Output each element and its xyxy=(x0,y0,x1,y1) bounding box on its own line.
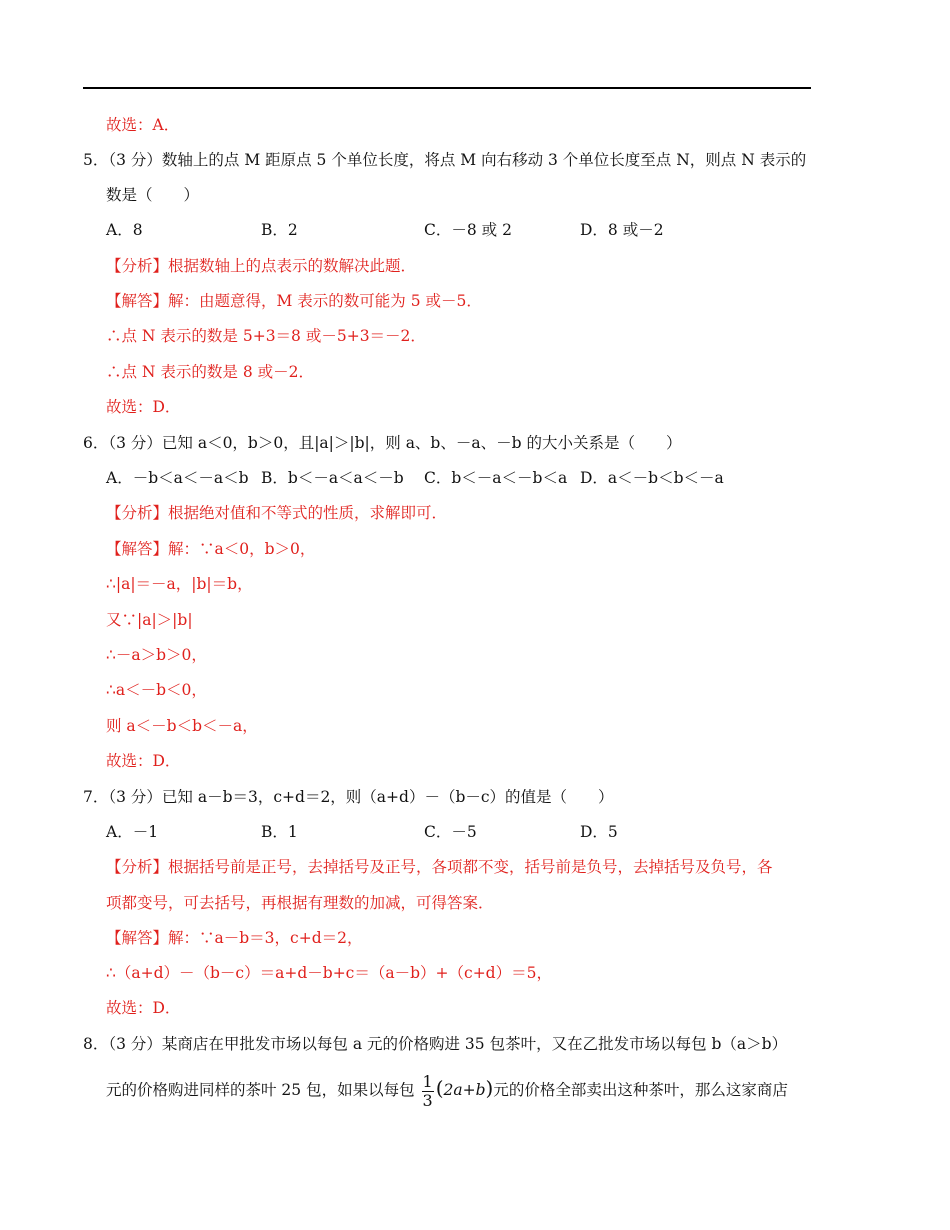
question-7-text: 7．（3 分）已知 a－b＝3，c+d＝2，则（a+d）－（b－c）的值是（ ） xyxy=(83,788,614,806)
option-b: B．2 xyxy=(261,221,298,239)
solution-line: 【解答】解：∵a－b＝3，c+d＝2， xyxy=(106,929,363,947)
fraction-numerator: 1 xyxy=(422,1071,433,1091)
answer-line: 故选：A． xyxy=(106,116,180,134)
answer-line: 故选：D． xyxy=(106,398,181,416)
formula-expression: 2a+b xyxy=(443,1081,486,1099)
option-d: D．8 或－2 xyxy=(580,221,664,239)
analysis-line: 【分析】根据括号前是正号，去掉括号及正号，各项都不变，括号前是负号，去掉括号及负号，各 xyxy=(106,858,773,876)
option-d: D．a＜－b＜b＜－a xyxy=(580,469,724,487)
solution-step: 则 a＜－b＜b＜－a， xyxy=(106,717,258,735)
option-b: B．1 xyxy=(261,823,298,841)
option-a: A．－b＜a＜－a＜b xyxy=(106,469,249,487)
question-5-text-cont: 数是（ ） xyxy=(106,186,200,204)
solution-step: ∴（a+d）－（b－c）＝a+d－b+c＝（a－b）+（c+d）＝5， xyxy=(106,964,552,982)
option-c: C．－8 或 2 xyxy=(424,221,512,239)
solution-step: ∴－a＞b＞0， xyxy=(106,646,207,664)
solution-line: 【解答】解：∵a＜0，b＞0， xyxy=(106,540,316,558)
solution-line: 【解答】解：由题意得，M 表示的数可能为 5 或－5． xyxy=(106,292,482,310)
option-c: C．－5 xyxy=(424,823,477,841)
analysis-line: 【分析】根据绝对值和不等式的性质，求解即可． xyxy=(106,504,448,522)
option-a: A．－1 xyxy=(106,823,159,841)
analysis-line: 【分析】根据数轴上的点表示的数解决此题． xyxy=(106,257,417,275)
answer-line: 故选：D． xyxy=(106,999,181,1017)
solution-step: 又∵|a|＞|b| xyxy=(106,611,193,629)
question-8-text-pre: 元的价格购进同样的茶叶 25 包，如果以每包 xyxy=(106,1081,415,1099)
analysis-line-cont: 项都变号，可去括号，再根据有理数的加减，可得答案． xyxy=(106,894,494,912)
solution-step: ∴点 N 表示的数是 5+3＝8 或－5+3＝－2． xyxy=(106,327,426,345)
option-b: B．b＜－a＜a＜－b xyxy=(261,469,404,487)
fraction-denominator: 3 xyxy=(422,1090,433,1110)
question-6-text: 6．（3 分）已知 a＜0，b＞0，且|a|＞|b|，则 a、b、－a、－b 的大小关系是（ ） xyxy=(83,434,682,452)
solution-step: ∴a＜－b＜0， xyxy=(106,681,207,699)
question-8-text-cont: 元的价格购进同样的茶叶 25 包，如果以每包 $\frac{1}{3}$ (2a+b)元的价格全部卖出这种茶叶，那么这家商店 xyxy=(106,1071,788,1110)
solution-step: ∴|a|＝－a，|b|＝b， xyxy=(106,575,253,593)
question-8-text-post: 元的价格全部卖出这种茶叶，那么这家商店 xyxy=(493,1081,788,1099)
question-8-text: 8．（3 分）某商店在甲批发市场以每包 a 元的价格购进 35 包茶叶，又在乙批发市场以每包 b（a＞b） xyxy=(83,1035,788,1053)
option-c: C．b＜－a＜－b＜a xyxy=(424,469,568,487)
answer-line: 故选：D． xyxy=(106,752,181,770)
question-5-text: 5．（3 分）数轴上的点 M 距原点 5 个单位长度，将点 M 向右移动 3 个单位长度至点 N，则点 N 表示的 xyxy=(83,151,807,169)
option-d: D．5 xyxy=(580,823,618,841)
header-rule xyxy=(83,87,811,89)
solution-step: ∴点 N 表示的数是 8 或－2． xyxy=(106,363,314,381)
fraction-one-third xyxy=(422,1073,434,1110)
option-a: A．8 xyxy=(106,221,143,239)
